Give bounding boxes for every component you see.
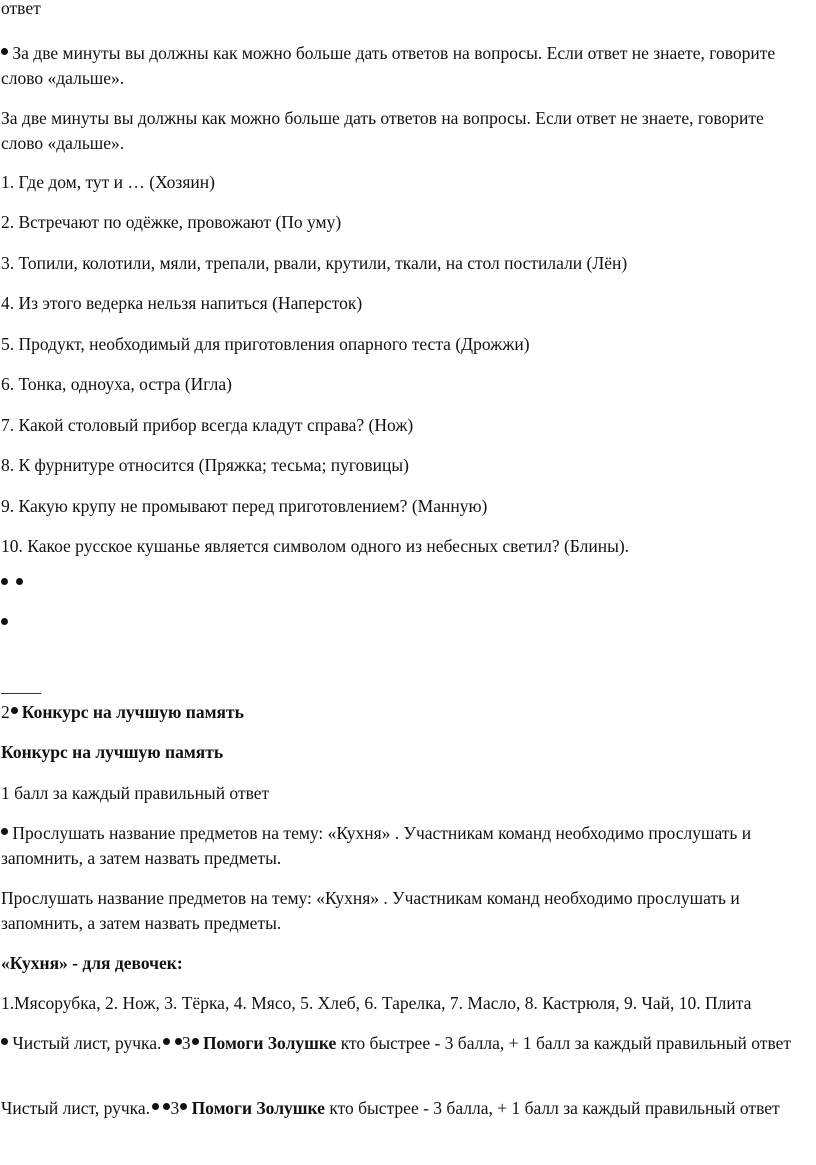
section-2-title (1, 700, 812, 725)
bullet-icon (175, 1038, 182, 1045)
instructions-text: За две минуты вы должны как можно больше дать ответов на вопросы. Если ответ не знаете, говорите слово «дальше». (1, 43, 776, 88)
section-2-number: 2 (1, 702, 10, 722)
paragraph-instructions: За две минуты вы должны как можно больше дать ответов на вопросы. Если ответ не знаете, говорите слово «дальше». (1, 108, 764, 153)
section-3-title: Помоги Золушке (191, 1098, 325, 1118)
bullet-icon (180, 1103, 187, 1110)
section-2-score-rule: 1 балл за каждый правильный ответ (1, 783, 270, 803)
bullet-icon (1, 48, 8, 55)
question-10: 10. Какое русское кушанье является символом одного из небесных светил? (Блины). (1, 536, 630, 556)
bullet-icon (163, 1038, 170, 1045)
section-3-number: 3 (170, 1098, 180, 1118)
question-5: 5. Продукт, необходимый для приготовления опарного теста (Дрожжи) (1, 334, 530, 354)
section-divider (1, 693, 41, 694)
section-3-bullet-paragraph (1, 1031, 809, 1056)
section-2-heading-repeat: Конкурс на лучшую память (1, 742, 224, 762)
question-3: 3. Топили, колотили, мяли, трепали, рвали, крутили, ткали, на стол постилали (Лён) (1, 253, 628, 273)
top-fragment: ответ (1, 0, 41, 18)
section-2-heading: Конкурс на лучшую память (21, 702, 244, 722)
question-2: 2. Встречают по одёжке, провожают (По уму) (1, 212, 342, 232)
question-8: 8. К фурнитуре относится (Пряжка; тесьма; пуговицы) (1, 455, 409, 475)
section-2-instructions: Прослушать название предметов на тему: «Кухня» . Участникам команд необходимо прослушать и запомнить, а затем назвать предметы. (1, 888, 740, 933)
bullet-icon (192, 1038, 199, 1045)
section-3-number: 3 (181, 1033, 191, 1053)
bullet-icon (1, 828, 8, 835)
section-3-title: Помоги Золушке (202, 1033, 337, 1053)
bullet-icon (11, 707, 18, 714)
bullet-icon (16, 578, 23, 585)
section-2-subheading: «Кухня» - для девочек: (1, 953, 183, 973)
bullet-row-single (1, 611, 812, 636)
bullet-row-double (1, 571, 812, 596)
question-4: 4. Из этого ведерка нельзя напиться (Наперсток) (1, 293, 363, 313)
bullet-icon (1, 618, 8, 625)
question-1: 1. Где дом, тут и … (Хозяин) (1, 172, 215, 192)
question-6: 6. Тонка, одноуха, остра (Игла) (1, 374, 232, 394)
bullet-icon (1, 1038, 8, 1045)
section-3-rule: кто быстрее - 3 балла, + 1 балл за каждый правильный ответ (340, 1033, 792, 1053)
paragraph-bullet-instructions (1, 41, 809, 91)
section-3-materials: Чистый лист, ручка. (1, 1098, 151, 1118)
section-3-paragraph (1, 1096, 809, 1121)
section-2-bullet-instructions (1, 821, 809, 871)
question-9: 9. Какую крупу не промывают перед приготовлением? (Манную) (1, 496, 488, 516)
section-2-items-list: 1.Мясорубка, 2. Нож, 3. Тёрка, 4. Мясо, 5. Хлеб, 6. Тарелка, 7. Масло, 8. Кастрюля, 9. Чай, 10. Плита (1, 993, 752, 1013)
question-7: 7. Какой столовый прибор всегда кладут справа? (Нож) (1, 415, 414, 435)
section-3-rule: кто быстрее - 3 балла, + 1 балл за каждый правильный ответ (329, 1098, 780, 1118)
section-2-instructions-text: Прослушать название предметов на тему: «Кухня» . Участникам команд необходимо прослушать и запомнить, а затем назвать предметы. (1, 823, 752, 868)
bullet-icon (1, 578, 8, 585)
section-3-materials: Чистый лист, ручка. (12, 1033, 162, 1053)
bullet-icon (152, 1103, 159, 1110)
